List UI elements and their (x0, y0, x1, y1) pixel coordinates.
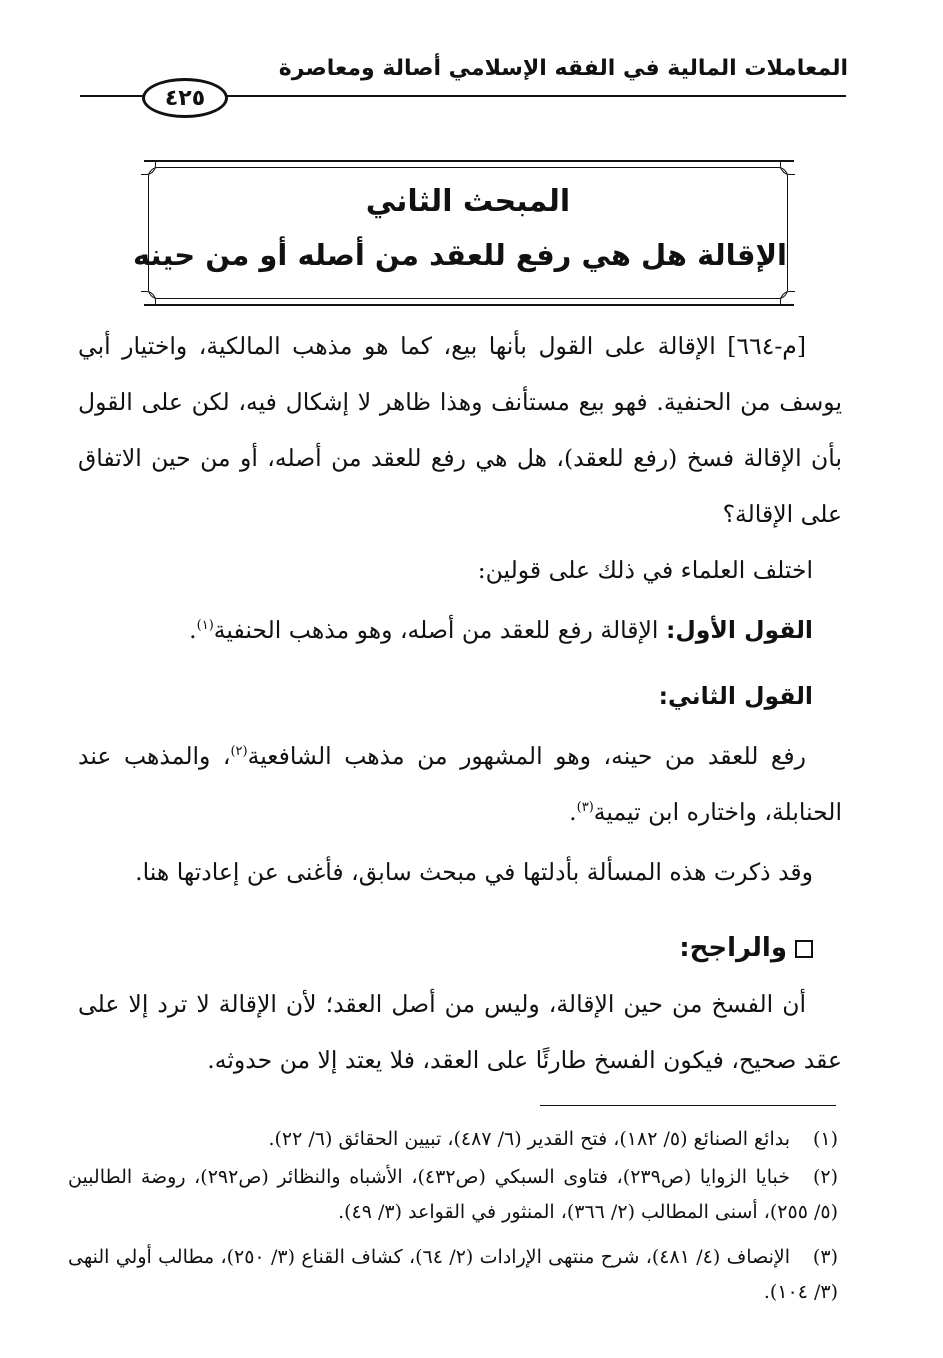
opinion-second-text: رفع للعقد من حينه، وهو المشهور من مذهب الشافعية$^{(٢)}$، والمذهب عند الحنابلة، واختاره ابن تيمية$^{(٣)}$. (78, 742, 842, 826)
page-number: ٤٢٥ (142, 78, 228, 118)
footnote-1: (١)بدائع الصنائع (٥/ ١٨٢)، فتح القدير (٦/ ٤٨٧)، تبيين الحقائق (٦/ ٢٢). (268, 1128, 838, 1150)
footnote-rule (540, 1105, 836, 1106)
opinion-first-label: القول الأول: (665, 616, 813, 644)
title-top-rule (144, 160, 794, 162)
opinion-first-text: الإقالة رفع للعقد من أصله، وهو مذهب الحنفية (213, 616, 666, 644)
section-title: الإقالة هل هي رفع للعقد من أصله أو من حينه (132, 238, 787, 272)
square-bullet-icon (795, 940, 813, 958)
paragraph-preferred: أن الفسخ من حين الإقالة، وليس من أصل العقد؛ لأن الإقالة لا ترد إلا على عقد صحيح، فيكون الفسخ طارئًا على العقد، فلا يعتد إلا من حدوثه. (78, 990, 842, 1074)
opinion-first: القول الأول: الإقالة رفع للعقد من أصله، وهو مذهب الحنفية$^{(١)}$. (189, 616, 813, 644)
opinion-second-label: القول الثاني: (658, 682, 813, 710)
paragraph-disagreement: اختلف العلماء في ذلك على قولين: (477, 556, 813, 584)
footnote-ref-3: (٣) (576, 800, 594, 816)
section-title-frame (132, 167, 788, 299)
footnote-2: (٢)خبايا الزوايا (ص٢٣٩)، فتاوى السبكي (ص٤٣٢)، الأشباه والنظائر (ص٢٩٢)، روضة الطالبين (٥/ ٢٥٥)، أسنى المطالب (٢/ ٣٦٦)، المنثور في القواعد (٣/ ٤٩). (68, 1166, 838, 1223)
preferred-label: والراجح: (679, 933, 787, 963)
title-bottom-rule (144, 304, 794, 306)
paragraph-reference: وقد ذكرت هذه المسألة بأدلتها في مبحث سابق، فأغنى عن إعادتها هنا. (135, 858, 813, 886)
footnote-3: (٣)الإنصاف (٤/ ٤٨١)، شرح منتهى الإرادات (٢/ ٦٤)، كشاف القناع (٣/ ٢٥٠)، مطالب أولي النهى (٣/ ١٠٤). (68, 1246, 838, 1303)
footnote-ref-2: (٢) (230, 744, 248, 760)
preferred-heading (679, 920, 813, 976)
running-header: المعاملات المالية في الفقه الإسلامي أصالة ومعاصرة (278, 56, 848, 81)
section-label: المبحث الثاني (365, 184, 571, 219)
paragraph-intro: [م-٦٦٤] الإقالة على القول بأنها بيع، كما هو مذهب المالكية، واختيار أبي يوسف من الحنفية. فهو بيع مستأنف وهذا ظاهر لا إشكال فيه، لكن على القول بأن الإقالة فسخ (رفع للعقد)، هل هي رفع للعقد من أصله، أو من حين الاتفاق على الإقالة؟ (78, 332, 842, 528)
footnote-ref-1: (١) (196, 618, 214, 634)
